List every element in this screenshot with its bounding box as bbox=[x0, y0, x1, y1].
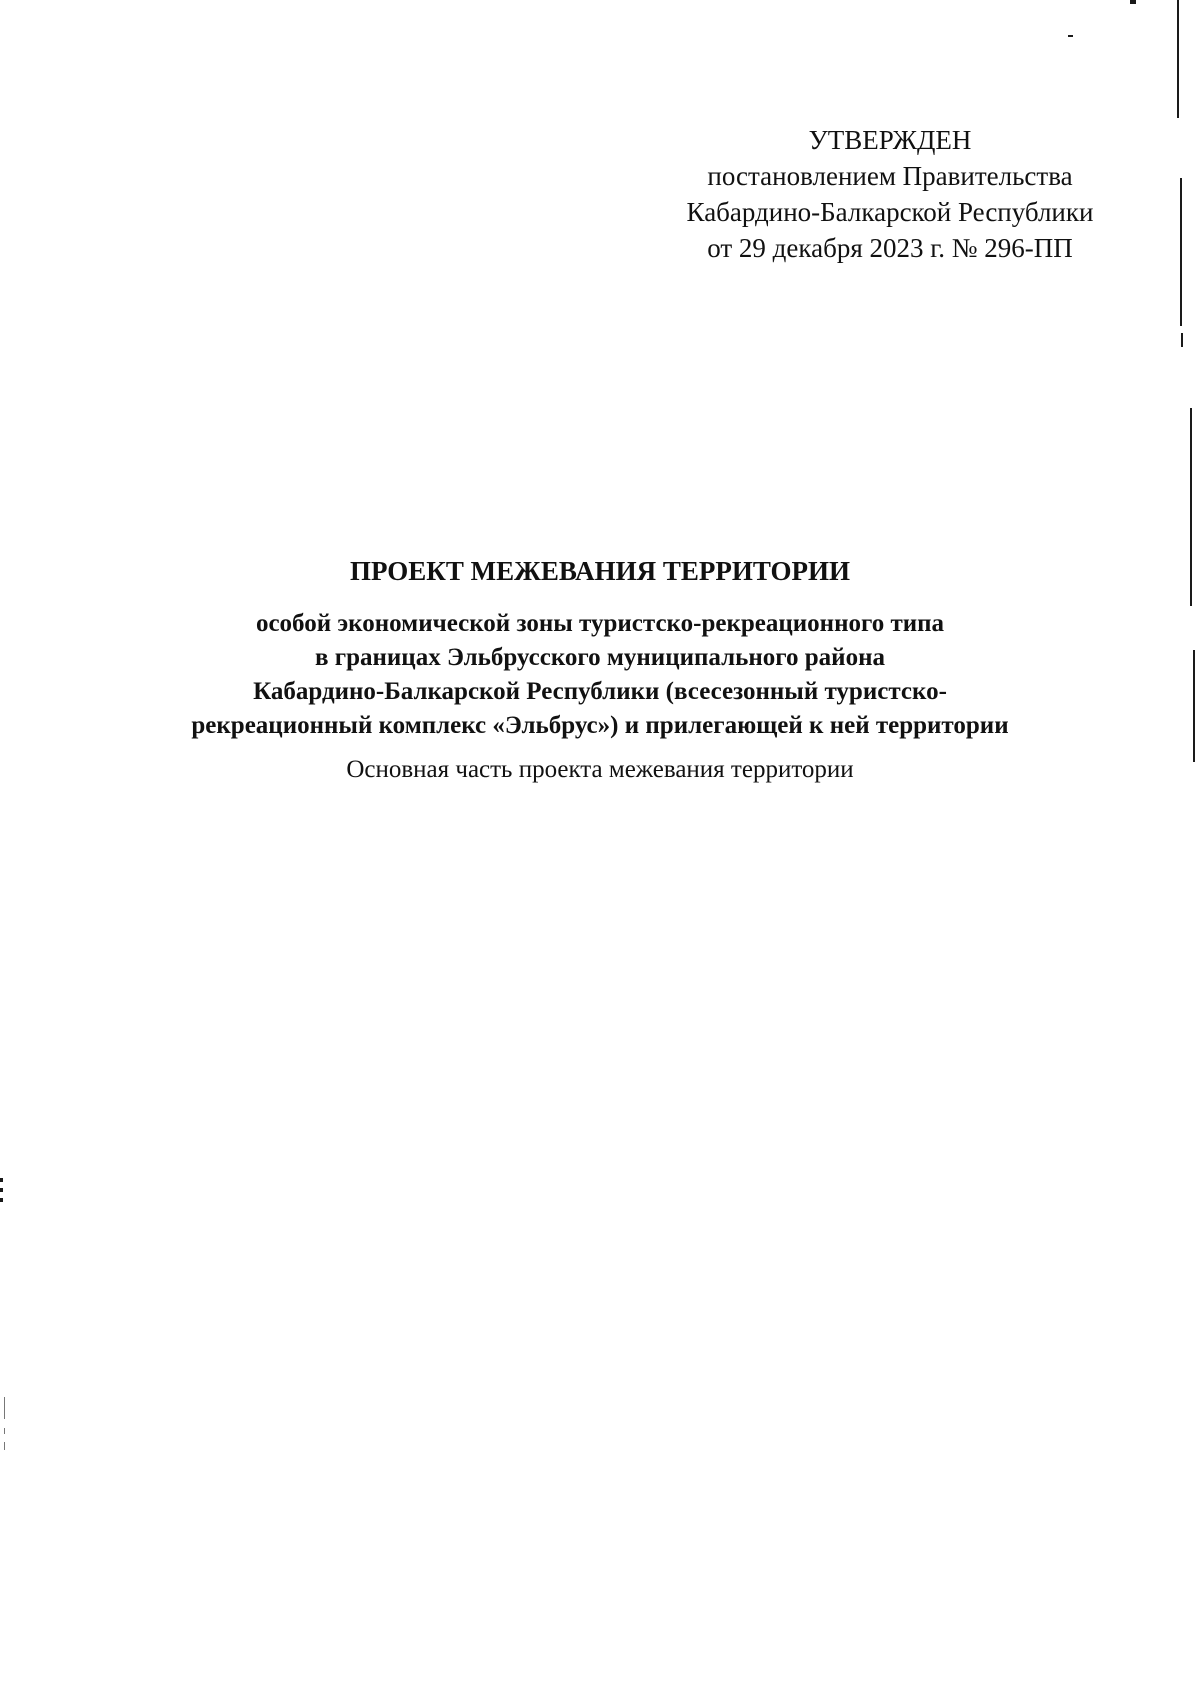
scan-mark bbox=[1190, 408, 1192, 606]
scan-mark bbox=[1180, 178, 1182, 326]
scan-mark bbox=[1068, 35, 1073, 37]
approval-stamp bbox=[660, 122, 1120, 266]
document-part-label: Основная часть проекта межевания территории bbox=[346, 756, 854, 783]
title-block bbox=[100, 553, 1100, 787]
subtitle-line-1: особой экономической зоны туристско-рекреационного типа bbox=[255, 610, 945, 637]
subtitle-line-3: Кабардино-Балкарской Республики (всесезонный туристско- bbox=[253, 678, 947, 705]
scan-mark bbox=[0, 1178, 3, 1182]
scan-mark bbox=[1193, 650, 1195, 762]
document-subtitle bbox=[100, 607, 1100, 743]
approval-line-1: постановлением Правительства bbox=[707, 161, 1073, 191]
scan-mark bbox=[0, 1198, 3, 1202]
scan-mark bbox=[1181, 333, 1183, 347]
subtitle-line-4: рекреационный комплекс «Эльбрус») и прилегающей к ней территории bbox=[191, 712, 1009, 739]
scan-mark bbox=[4, 1428, 5, 1434]
document-title: ПРОЕКТ МЕЖЕВАНИЯ ТЕРРИТОРИИ bbox=[349, 556, 851, 586]
scan-mark bbox=[1130, 0, 1136, 4]
subtitle-line-2: в границах Эльбрусского муниципального района bbox=[314, 644, 885, 671]
approval-line-3: от 29 декабря 2023 г. № 296-ПП bbox=[707, 233, 1073, 263]
scan-mark bbox=[4, 1397, 5, 1419]
approval-line-2: Кабардино-Балкарской Республики bbox=[686, 197, 1094, 227]
scan-mark bbox=[4, 1442, 5, 1450]
scan-mark bbox=[1177, 0, 1179, 118]
scan-mark bbox=[0, 1188, 3, 1192]
approval-heading: УТВЕРЖДЕН bbox=[808, 125, 972, 155]
